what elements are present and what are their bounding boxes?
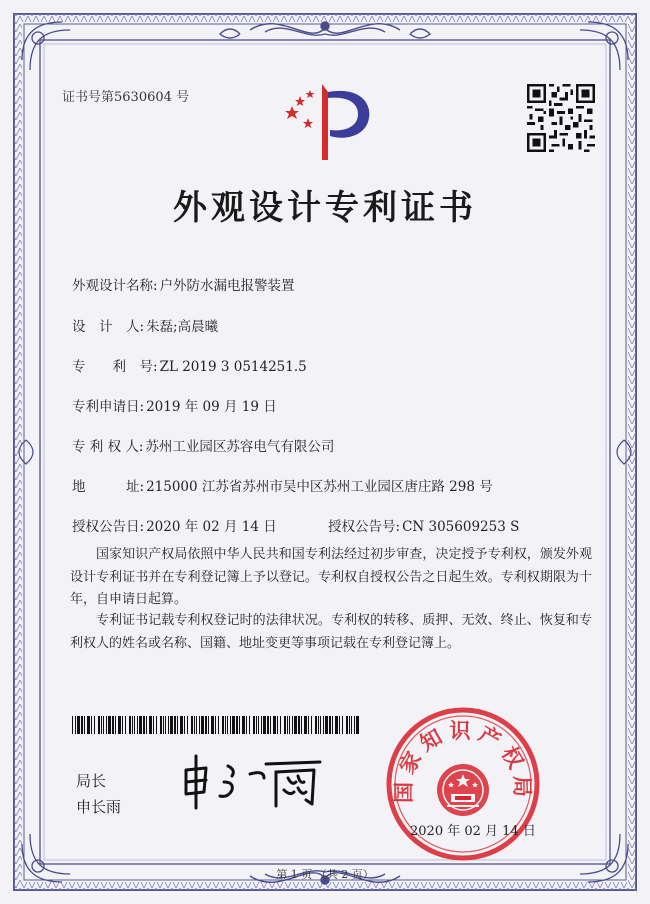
barcode-bar	[196, 716, 197, 734]
barcode-bar	[273, 716, 276, 734]
designer-label: 设 计 人:	[72, 319, 145, 335]
barcode-bar	[287, 716, 288, 734]
barcode-bar	[177, 716, 178, 734]
barcode-bar	[125, 716, 126, 734]
barcode-bar	[94, 716, 95, 734]
barcode-bar	[77, 716, 80, 734]
barcode-bar	[315, 716, 317, 734]
certificate-number-label: 证书号第	[62, 90, 115, 105]
filing-date-row	[72, 395, 277, 415]
barcode-bar	[132, 716, 133, 734]
barcode-bar	[298, 716, 300, 734]
barcode-bar	[335, 716, 338, 734]
barcode-bar	[194, 716, 195, 734]
certificate-number-value: 5630604	[114, 90, 172, 105]
seal-text: 国家知识产权局	[391, 719, 535, 804]
design-name-value: 户外防水漏电报警装置	[159, 278, 295, 294]
barcode-bar	[112, 716, 114, 734]
grant-date-row	[72, 515, 277, 535]
patentee-row	[72, 435, 334, 455]
barcode-bar	[143, 716, 145, 734]
address-label: 地 址:	[72, 479, 145, 495]
barcode-bar	[139, 716, 142, 734]
address-row	[72, 475, 493, 495]
legal-statement-paragraph: 国家知识产权局依照中华人民共和国专利法经过初步审查，决定授予专利权，颁发外观设计专利证书并在专利登记簿上予以登记。专利权自授权公告之日起生效。专利权期限为十年，自申请日起算。	[70, 547, 592, 607]
barcode-bar	[137, 716, 138, 734]
page-number: 第 1 页 （共 2 页）	[276, 868, 374, 881]
barcode-bar	[354, 716, 355, 734]
barcode-bar	[270, 716, 271, 734]
barcode-bar	[101, 716, 102, 734]
certificate-number-suffix: 号	[176, 90, 190, 105]
barcode-bar	[225, 716, 226, 734]
barcode-bar	[329, 716, 331, 734]
barcode-bar	[292, 716, 293, 734]
barcode-bar	[301, 716, 302, 734]
barcode-bar	[356, 716, 359, 734]
certificate-number	[62, 86, 189, 105]
designer-row	[72, 315, 218, 335]
patent-number-value: ZL 2019 3 0514251.5	[159, 359, 307, 375]
patent-number-row	[72, 355, 307, 375]
grant-number-label: 授权公告号:	[328, 519, 401, 535]
barcode-bar	[227, 716, 228, 734]
barcode-bar	[230, 716, 231, 734]
barcode-bar	[184, 716, 185, 734]
filing-date-value: 2019 年 09 月 19 日	[146, 399, 277, 415]
barcode-bar	[325, 716, 328, 734]
barcode-bar	[263, 716, 266, 734]
barcode-bar	[146, 716, 147, 734]
barcode-bar	[215, 716, 216, 734]
barcode-bar	[311, 716, 312, 734]
barcode-bar	[122, 716, 123, 734]
barcode-bar	[304, 716, 307, 734]
cnipa-logo	[270, 74, 380, 164]
director-name: 申长雨	[76, 798, 122, 816]
address-value: 215000 江苏省苏州市吴中区苏州工业园区唐庄路 298 号	[146, 479, 493, 495]
barcode-bar	[134, 716, 135, 734]
barcode-bar	[267, 716, 269, 734]
barcode-bar	[242, 716, 245, 734]
design-name-row	[72, 274, 295, 294]
barcode-bar	[115, 716, 116, 734]
certificate-title: 外观设计专利证书	[173, 188, 477, 228]
barcode-bar	[187, 716, 188, 734]
designer-value: 朱磊;高晨曦	[146, 319, 219, 335]
barcode-bar	[106, 716, 107, 734]
barcode-bar	[349, 716, 350, 734]
barcode-bar	[103, 716, 104, 734]
barcode-bar	[284, 716, 286, 734]
barcode-bar	[261, 716, 262, 734]
barcode-bar	[81, 716, 83, 734]
design-name-label: 外观设计名称:	[72, 278, 158, 294]
barcode-bar	[258, 716, 259, 734]
barcode-bar	[246, 716, 247, 734]
barcode-bar	[308, 716, 309, 734]
barcode-bar	[165, 716, 166, 734]
national-emblem-icon	[437, 764, 489, 816]
barcode-bar	[205, 716, 207, 734]
patentee-value: 苏州工业园区苏容电气有限公司	[145, 439, 335, 455]
barcode-bar	[170, 716, 173, 734]
grant-number-value: CN 305609253 S	[402, 519, 520, 535]
barcode-bar	[218, 716, 219, 734]
patent-number-label: 专 利 号:	[72, 359, 158, 375]
director-signature	[180, 752, 330, 812]
patentee-label: 专 利 权 人:	[72, 439, 144, 455]
barcode-bar	[163, 716, 164, 734]
seal-date: 2020 年 02 月 14 日	[410, 824, 536, 839]
barcode-bar	[153, 716, 154, 734]
barcode-bar	[168, 716, 169, 734]
barcode-bar	[91, 716, 92, 734]
grant-date-value: 2020 年 02 月 14 日	[146, 519, 277, 535]
barcode-bar	[253, 716, 255, 734]
barcode-bar	[75, 716, 76, 734]
barcode-bar	[232, 716, 235, 734]
barcode-bar	[156, 716, 157, 734]
director-title: 局长	[76, 772, 107, 790]
barcode-bar	[277, 716, 278, 734]
barcode-bar	[332, 716, 333, 734]
grant-number-row	[328, 515, 519, 535]
qr-code	[527, 84, 595, 152]
barcode-bar	[351, 716, 352, 734]
barcode-bar	[236, 716, 238, 734]
legal-status-paragraph: 专利证书记载专利权登记时的法律状况。专利权的转移、质押、无效、终止、恢复和专利权人的姓名或名称、国籍、地址变更等事项记载在专利登记簿上。	[70, 613, 592, 651]
barcode-bar	[180, 716, 183, 734]
barcode-bar	[129, 716, 131, 734]
barcode-bar	[339, 716, 340, 734]
barcode-bar	[160, 716, 162, 734]
barcode-bar	[72, 716, 73, 734]
barcode-bar	[211, 716, 214, 734]
barcode-bar	[289, 716, 290, 734]
barcode-bar	[174, 716, 176, 734]
barcode-bar	[323, 716, 324, 734]
barcode-bar	[208, 716, 209, 734]
filing-date-label: 专利申请日:	[72, 399, 145, 415]
barcode-bar	[342, 716, 343, 734]
barcode-bar	[201, 716, 204, 734]
barcode-bar	[87, 716, 90, 734]
barcode-bar	[199, 716, 200, 734]
barcode-bar	[191, 716, 193, 734]
barcode-bar	[118, 716, 121, 734]
barcode-bar	[149, 716, 152, 734]
barcode-bar	[346, 716, 348, 734]
barcode-bar	[294, 716, 297, 734]
barcode-bar	[249, 716, 250, 734]
barcode-bar	[84, 716, 85, 734]
grant-date-label: 授权公告日:	[72, 519, 145, 535]
barcode-bar	[320, 716, 321, 734]
barcode-bar	[256, 716, 257, 734]
barcode-bar	[108, 716, 111, 734]
barcode-bar	[318, 716, 319, 734]
barcode-bar	[222, 716, 224, 734]
barcode	[72, 716, 362, 734]
barcode-bar	[98, 716, 100, 734]
barcode-bar	[239, 716, 240, 734]
barcode-bar	[280, 716, 281, 734]
